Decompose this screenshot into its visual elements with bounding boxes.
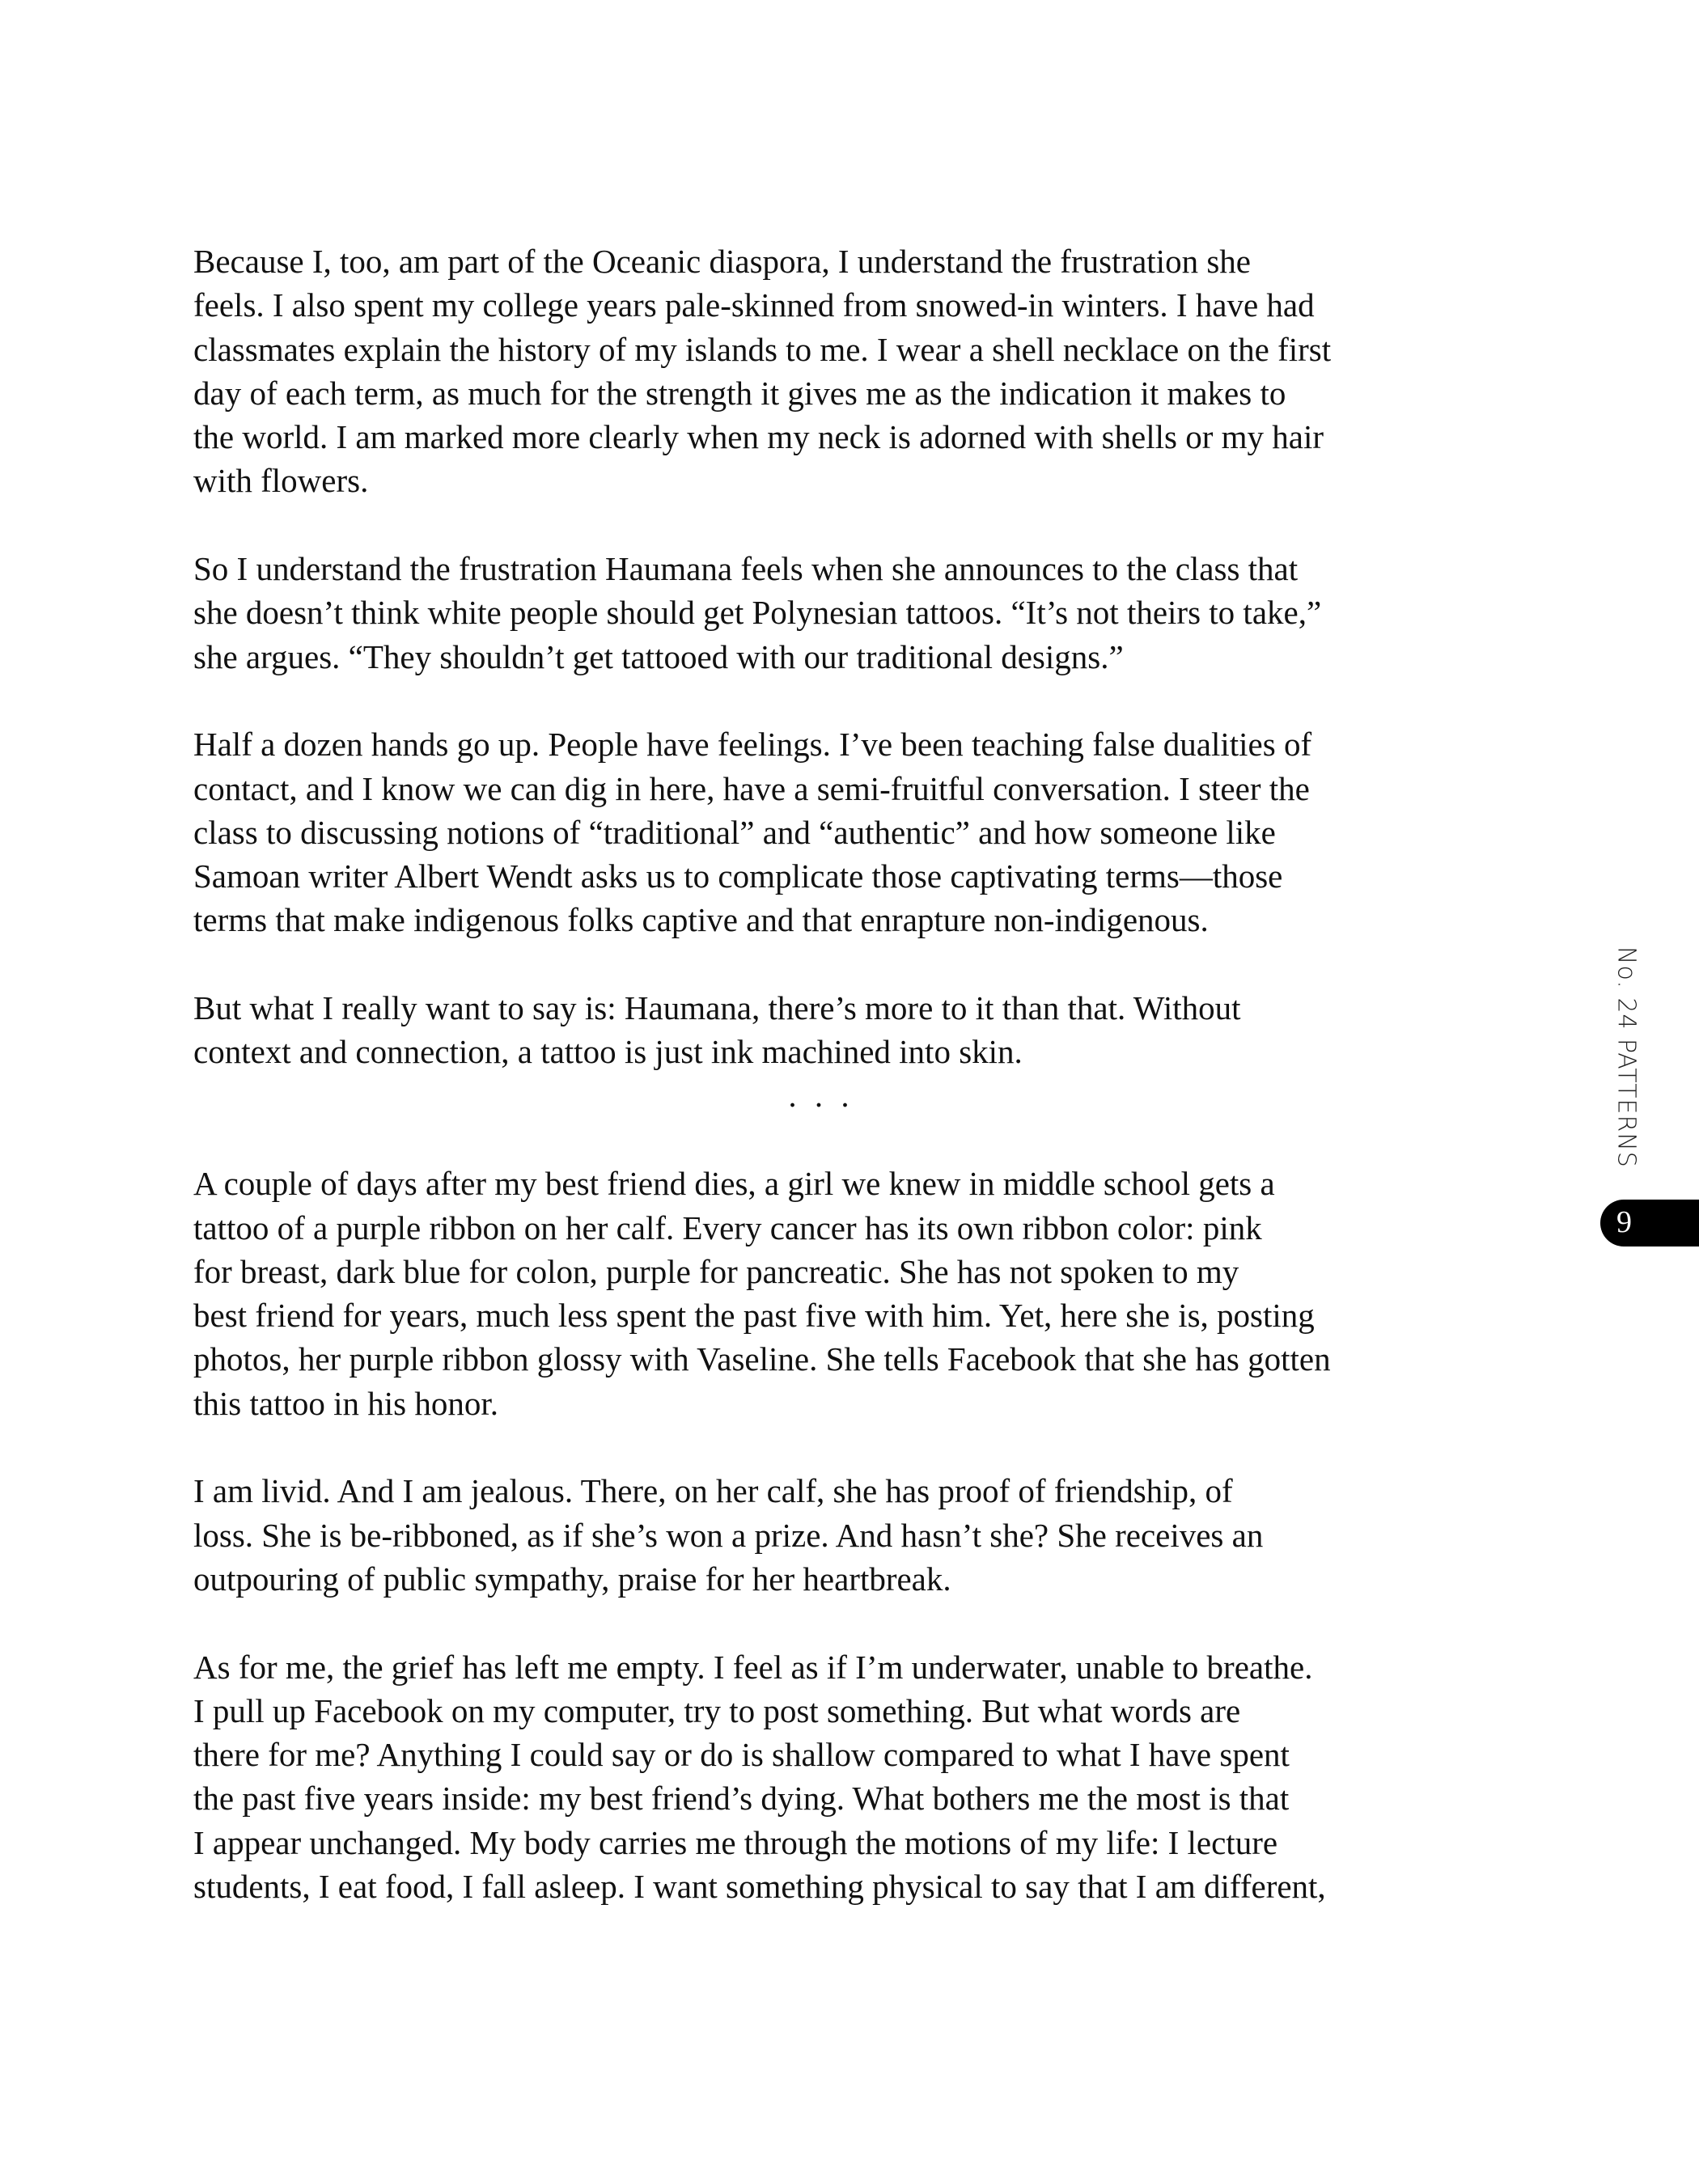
paragraph bbox=[193, 239, 1331, 503]
text-line: feels. I also spent my college years pale-skinned from snowed-in winters. I have had bbox=[193, 286, 1315, 324]
text-line: tattoo of a purple ribbon on her calf. Every cancer has its own ribbon color: pink bbox=[193, 1208, 1262, 1246]
text-line: students, I eat food, I fall asleep. I want something physical to say that I am different, bbox=[193, 1867, 1326, 1905]
text-line: Because I, too, am part of the Oceanic diaspora, I understand the frustration she bbox=[193, 243, 1251, 280]
text-line: with flowers. bbox=[193, 462, 369, 500]
text-line: I appear unchanged. My body carries me through the motions of my life: I lecture bbox=[193, 1823, 1278, 1861]
text-line: outpouring of public sympathy, praise for her heartbreak. bbox=[193, 1560, 951, 1598]
text-line: class to discussing notions of “traditional” and “authentic” and how someone like bbox=[193, 813, 1276, 851]
text-line: day of each term, as much for the strength it gives me as the indication it makes to bbox=[193, 374, 1286, 412]
text-line: for breast, dark blue for colon, purple for pancreatic. She has not spoken to my bbox=[193, 1252, 1239, 1290]
text-line: the world. I am marked more clearly when my neck is adorned with shells or my hair bbox=[193, 418, 1324, 456]
text-line: Half a dozen hands go up. People have feelings. I’ve been teaching false dualities of bbox=[193, 726, 1312, 764]
paragraph-gap bbox=[193, 679, 1331, 722]
page-number: 9 bbox=[1616, 1205, 1632, 1239]
paragraph-gap bbox=[193, 942, 1331, 986]
text-line: the past five years inside: my best friend’s dying. What bothers me the most is that bbox=[193, 1780, 1290, 1818]
paragraph bbox=[193, 1469, 1331, 1601]
text-line: terms that make indigenous folks captive and that enrapture non-indigenous. bbox=[193, 901, 1209, 939]
text-line: contact, and I know we can dig in here, have a semi-fruitful conversation. I steer the bbox=[193, 769, 1310, 807]
text-line: there for me? Anything I could say or do is shallow compared to what I have spent bbox=[193, 1736, 1290, 1774]
text-line: classmates explain the history of my islands to me. I wear a shell necklace on the first bbox=[193, 330, 1332, 368]
paragraph-gap bbox=[193, 1601, 1331, 1644]
running-head: No. 24 PATTERNS bbox=[1612, 946, 1641, 1168]
paragraph bbox=[193, 986, 1331, 1074]
page-number-tab bbox=[1600, 1200, 1699, 1246]
text-line: photos, her purple ribbon glossy with Vaseline. She tells Facebook that she has gotten bbox=[193, 1340, 1331, 1378]
text-line: But what I really want to say is: Haumana, there’s more to it than that. Without bbox=[193, 989, 1241, 1027]
text-line: best friend for years, much less spent the past five with him. Yet, here she is, posting bbox=[193, 1297, 1315, 1335]
text-line: she doesn’t think white people should get Polynesian tattoos. “It’s not theirs to take,” bbox=[193, 594, 1322, 632]
text-line: So I understand the frustration Haumana feels when she announces to the class that bbox=[193, 550, 1299, 588]
paragraph bbox=[193, 1645, 1331, 1909]
text-line: loss. She is be-ribboned, as if she’s won a prize. And hasn’t she? She receives an bbox=[193, 1516, 1264, 1554]
paragraph-gap bbox=[193, 503, 1331, 547]
paragraph-gap bbox=[193, 1425, 1331, 1469]
section-break: . . . bbox=[788, 1077, 854, 1114]
text-line: As for me, the grief has left me empty. I feel as if I’m underwater, unable to breathe. bbox=[193, 1648, 1313, 1686]
text-line: I pull up Facebook on my computer, try to post something. But what words are bbox=[193, 1691, 1241, 1729]
text-line: Samoan writer Albert Wendt asks us to complicate those captivating terms—those bbox=[193, 857, 1283, 895]
paragraph-gap bbox=[193, 1118, 1331, 1162]
text-line: context and connection, a tattoo is just ink machined into skin. bbox=[193, 1033, 1023, 1071]
text-line: this tattoo in his honor. bbox=[193, 1384, 498, 1422]
paragraph bbox=[193, 722, 1331, 942]
text-line: A couple of days after my best friend dies, a girl we knew in middle school gets a bbox=[193, 1165, 1275, 1203]
paragraph bbox=[193, 1162, 1331, 1425]
text-line: she argues. “They shouldn’t get tattooed with our traditional designs.” bbox=[193, 637, 1124, 675]
paragraph bbox=[193, 547, 1331, 679]
body-text bbox=[193, 239, 1331, 1908]
text-line: I am livid. And I am jealous. There, on her calf, she has proof of friendship, of bbox=[193, 1472, 1233, 1510]
